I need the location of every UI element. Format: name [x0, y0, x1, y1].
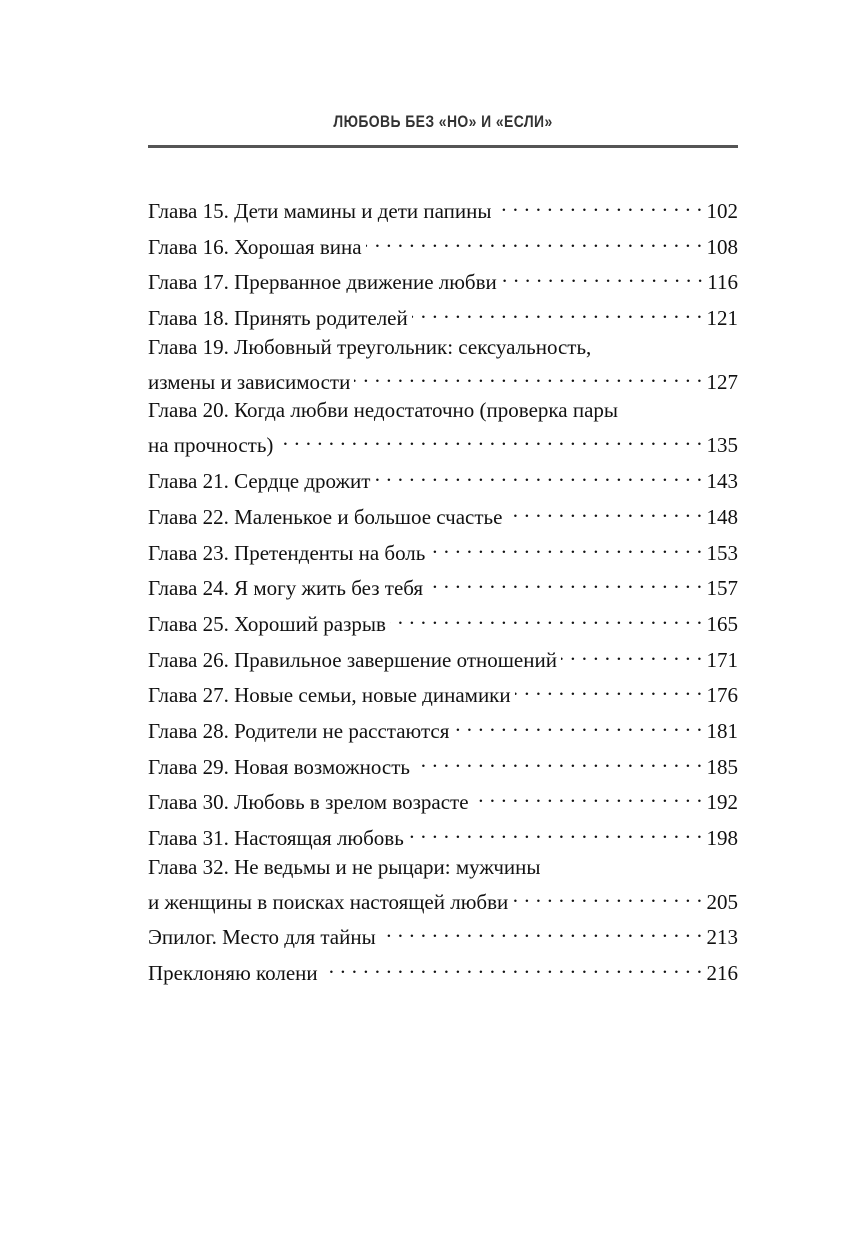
toc-entry-title: Глава 16. Хорошая вина: [148, 234, 362, 259]
toc-entry-page-number: 148: [706, 504, 738, 529]
dot-leader: [354, 361, 702, 389]
dot-leader: [512, 881, 702, 909]
dot-leader: [380, 916, 703, 944]
toc-entry-page-number: 116: [707, 270, 738, 295]
toc-entry-title: Глава 18. Принять родителей: [148, 306, 408, 331]
dot-leader: [473, 781, 703, 809]
toc-entry: [148, 190, 738, 223]
toc-entry-title: Глава 31. Настоящая любовь: [148, 826, 404, 850]
toc-entry-last-line: [148, 226, 738, 261]
toc-entry: [148, 496, 738, 529]
toc-entry-page-number: 143: [706, 469, 738, 494]
header-rule: [148, 145, 738, 148]
toc-entry-title: Эпилог. Место для тайны: [148, 925, 376, 950]
dot-leader: [515, 674, 703, 702]
toc-entry-last-line: [148, 532, 738, 567]
toc-entry-title: Преклоняю колени: [148, 961, 318, 986]
toc-entry: [148, 460, 738, 494]
toc-entry-title: измены и зависимости: [148, 369, 351, 394]
toc-entry-last-line: [148, 190, 738, 225]
toc-entry-title: Глава 29. Новая возможность: [148, 754, 410, 779]
dot-leader: [414, 746, 703, 774]
toc-entry-last-line: [148, 817, 738, 852]
toc-entry-last-line: [148, 916, 738, 951]
dot-leader: [374, 460, 702, 488]
toc-entry: [148, 781, 738, 815]
toc-entry: [148, 226, 738, 259]
toc-entry-page-number: 121: [706, 306, 738, 331]
toc-entry-title-line: Глава 20. Когда любви недостаточно (проверка пары: [148, 398, 619, 423]
toc-entry-title: Глава 15. Дети мамины и дети папины: [148, 199, 492, 223]
toc-entry-page-number: 153: [706, 540, 738, 565]
toc-entry: [148, 532, 738, 565]
toc-entry-title: Глава 17. Прерванное движение любви: [148, 270, 497, 295]
toc-entry: [148, 916, 738, 950]
toc-entry-last-line: [148, 746, 738, 781]
toc-entry-page-number: 108: [706, 234, 738, 259]
dot-leader: [390, 603, 703, 631]
toc-entry-page-number: 181: [706, 718, 738, 743]
dot-leader: [429, 532, 702, 560]
running-head: ЛЮБОВЬ БЕЗ «НО» И «ЕСЛИ»: [333, 112, 553, 131]
toc-entry-page-number: 165: [706, 611, 738, 636]
dot-leader: [561, 639, 703, 667]
toc-entry-title: на прочность): [148, 433, 274, 458]
dot-leader: [412, 297, 703, 325]
toc-entry-last-line: [148, 261, 738, 296]
toc-entry: [148, 853, 738, 914]
toc-entry: [148, 261, 738, 295]
toc-entry-page-number: 205: [706, 889, 738, 914]
toc-entry-last-line: [148, 952, 738, 987]
dot-leader: [427, 567, 702, 595]
toc-entry: [148, 710, 738, 743]
toc-entry-title: Глава 22. Маленькое и большое счастье: [148, 504, 503, 529]
toc-entry-title: Глава 24. Я могу жить без тебя: [148, 576, 424, 601]
toc-entry-page-number: 216: [706, 961, 738, 986]
dot-leader: [501, 261, 703, 289]
dot-leader: [322, 952, 703, 980]
toc-entry-last-line: [148, 710, 738, 745]
toc-entry: [148, 952, 738, 986]
dot-leader: [506, 496, 702, 524]
toc-entry-title: Глава 23. Претенденты на боль: [148, 540, 426, 565]
toc-entry-title: Глава 21. Сердце дрожит: [148, 469, 371, 494]
toc-entry: [148, 333, 738, 394]
toc-entry-page-number: 135: [706, 433, 738, 458]
dot-leader: [453, 710, 702, 738]
toc-entry-last-line: [148, 781, 738, 816]
toc-entry-title: Глава 28. Родители не расстаются: [148, 718, 450, 743]
toc-entry: [148, 396, 738, 458]
toc-entry-page-number: 127: [706, 369, 738, 394]
toc-entry-last-line: [148, 603, 738, 638]
toc-entry-last-line: [148, 674, 738, 709]
toc-entry-page-number: 176: [706, 683, 738, 708]
toc-entry-last-line: [148, 496, 738, 531]
toc-entry-last-line: [148, 639, 738, 674]
dot-leader: [277, 424, 702, 452]
toc-entry: [148, 603, 738, 636]
toc-entry-last-line: [148, 297, 738, 332]
toc-entry: [148, 567, 738, 601]
toc-entry-title-line: Глава 32. Не ведьмы и не рыцари: мужчины: [148, 854, 541, 879]
toc-entry-last-line: [148, 424, 738, 459]
toc-entry-page-number: 102: [706, 199, 738, 223]
toc-entry: [148, 297, 738, 331]
toc-entry-title: Глава 27. Новые семьи, новые динамики: [148, 683, 511, 708]
table-of-contents: [148, 190, 738, 988]
toc-entry-page-number: 157: [706, 576, 738, 601]
toc-entry: [148, 674, 738, 708]
toc-entry: [148, 817, 738, 850]
toc-entry-title-line: Глава 19. Любовный треугольник: сексуальность,: [148, 334, 592, 359]
dot-leader: [496, 190, 703, 218]
toc-entry-page-number: 198: [706, 826, 738, 850]
toc-entry-title: и женщины в поисках настоящей любви: [148, 889, 509, 914]
dot-leader: [366, 226, 703, 254]
toc-entry-title: Глава 25. Хороший разрыв: [148, 611, 386, 636]
toc-entry-last-line: [148, 460, 738, 495]
toc-entry-title: Глава 26. Правильное завершение отношений: [148, 647, 557, 672]
toc-entry: [148, 746, 738, 779]
toc-entry-last-line: [148, 361, 738, 396]
toc-entry-title: Глава 30. Любовь в зрелом возрасте: [148, 790, 469, 815]
toc-entry: [148, 639, 738, 672]
toc-entry-page-number: 185: [706, 754, 738, 779]
toc-entry-last-line: [148, 567, 738, 602]
toc-entry-last-line: [148, 881, 738, 916]
toc-entry-page-number: 171: [706, 647, 738, 672]
toc-entry-page-number: 192: [706, 790, 738, 815]
toc-entry-page-number: 213: [706, 925, 738, 950]
dot-leader: [408, 817, 703, 845]
